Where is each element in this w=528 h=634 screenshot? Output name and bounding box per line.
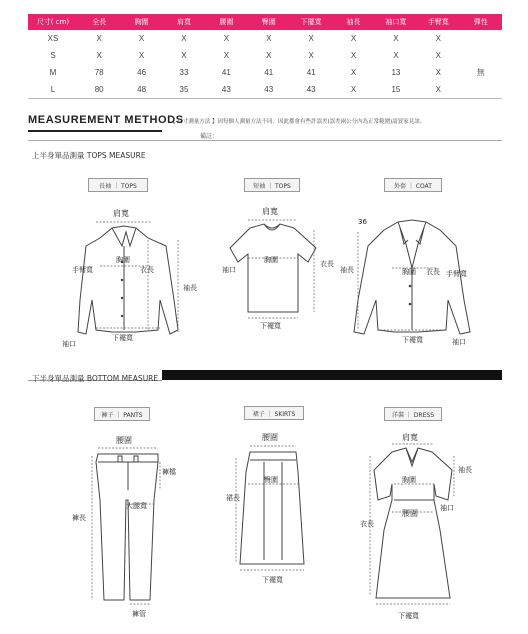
pants-waist-label: 腰圍	[116, 436, 132, 445]
pants-rise-label: 褲檔	[162, 468, 176, 476]
header-chest: 胸圍	[120, 14, 162, 30]
table-cell: X	[417, 81, 459, 98]
tag-long-sleeve: 長袖 ｜ TOPS	[88, 178, 148, 192]
skirt-hip-label: 臀圍	[264, 476, 278, 484]
table-cell: S	[50, 51, 56, 60]
long-sleeve-label: 袖長	[183, 284, 197, 292]
table-cell: X	[435, 68, 441, 77]
table-cell: X	[96, 34, 102, 43]
table-cell: X	[138, 34, 145, 43]
skirt-waist-label: 腰圍	[262, 433, 278, 442]
table-cell: X	[266, 34, 272, 43]
dress-shoulder-label: 肩寬	[402, 433, 418, 442]
table-cell: X	[308, 51, 314, 60]
dress-length-label: 衣長	[360, 520, 374, 528]
table-cell: X	[138, 51, 145, 60]
coat-arm-label: 手臂寬	[446, 270, 467, 278]
table-cell: 41	[221, 68, 231, 77]
long-cuff-label: 袖口	[62, 340, 76, 348]
table-cell: X	[393, 51, 399, 60]
table-cell: 48	[120, 81, 162, 98]
header-shoulder: 肩寬	[163, 14, 205, 30]
bottom-section-label: 下半身單品測量 BOTTOM MEASURE	[32, 374, 159, 383]
table-cell: 35	[163, 81, 205, 98]
table-cell: 15	[375, 81, 417, 98]
pants-illustration	[92, 448, 160, 604]
short-length-label: 衣長	[320, 260, 334, 268]
short-chest-label: 胸圍	[264, 256, 278, 264]
long-sleeve-shirt-illustration	[78, 222, 178, 334]
header-hem: 下擺寬	[290, 14, 332, 30]
table-cell: X	[308, 34, 314, 43]
coat-length-label: 衣長	[426, 268, 440, 276]
table-cell: X	[435, 34, 441, 43]
table-cell: 80	[78, 81, 120, 98]
skirt-length-label: 裙長	[226, 494, 240, 502]
pants-hem-label: 褲管	[132, 610, 146, 618]
long-hem-label: 下襬寬	[112, 334, 133, 342]
header-sleeve: 袖長	[332, 14, 374, 30]
table-cell: 13	[391, 68, 401, 77]
table-cell: X	[435, 51, 441, 60]
header-cuff: 袖口寬	[375, 14, 417, 30]
short-shoulder-label: 肩寬	[262, 207, 278, 216]
tag-short-sleeve: 短袖 ｜ TOPS	[244, 178, 300, 192]
tag-pants: 褲子 ｜ PANTS	[94, 407, 150, 421]
table-cell: X	[350, 51, 357, 60]
table-cell: X	[223, 34, 230, 43]
table-cell: X	[332, 81, 374, 98]
table-cell: 43	[248, 81, 290, 98]
dress-illustration	[370, 444, 454, 604]
measurement-note: 【 尺寸測量方法 】因每個人測量方法不同，因此都會有些許誤差(誤差兩公分內為正常範圍)請買家見諒。	[170, 119, 426, 125]
dress-sleeve-label: 袖長	[458, 466, 472, 474]
table-cell: X	[350, 68, 357, 77]
header-hip: 臀圍	[248, 14, 290, 30]
short-hem-label: 下襬寬	[260, 322, 281, 330]
table-cell: X	[393, 34, 399, 43]
table-cell: 43	[205, 81, 247, 98]
tag-skirts: 裙子 ｜ SKIRTS	[244, 406, 304, 420]
dress-waist-label: 腰圍	[402, 509, 418, 518]
table-cell: X	[96, 51, 102, 60]
coat-number: 36	[358, 218, 367, 226]
table-cell: M	[49, 68, 57, 77]
table-cell: X	[181, 34, 187, 43]
table-cell: 46	[137, 68, 147, 77]
table-cell: XS	[47, 34, 59, 43]
skirt-hem-label: 下襬寬	[262, 576, 283, 584]
coat-sleeve-label: 袖長	[340, 266, 354, 274]
dress-chest-label: 胸圍	[402, 476, 416, 484]
table-cell: X	[223, 51, 230, 60]
pants-length-label: 褲長	[72, 514, 86, 522]
dress-hem-label: 下襬寬	[398, 612, 419, 620]
measurement-remark: 備註：	[200, 133, 219, 140]
table-cell: 43	[290, 81, 332, 98]
table-cell: 41	[306, 68, 316, 77]
table-cell: 78	[94, 68, 104, 77]
coat-hem-label: 下襬寬	[402, 336, 423, 344]
short-sleeve-tee-illustration	[230, 220, 316, 318]
tag-dress: 洋裝 ｜ DRESS	[384, 407, 442, 421]
table-cell: X	[266, 51, 272, 60]
long-length-label: 衣長	[140, 266, 154, 274]
pants-thigh-label: 大腿寬	[126, 502, 147, 510]
tops-section-label: 上半身單品測量 TOPS MEASURE	[32, 151, 146, 160]
long-arm-label: 手臂寬	[72, 266, 93, 274]
table-cell: 41	[264, 68, 274, 77]
table-cell: 33	[179, 68, 189, 77]
dress-cuff-label: 袖口	[440, 504, 454, 512]
header-arm: 手臂寬	[417, 14, 459, 30]
table-cell: 無	[476, 68, 485, 77]
header-elastic: 彈性	[460, 14, 502, 30]
long-shoulder-label: 肩寬	[113, 209, 129, 218]
table-cell: X	[181, 51, 187, 60]
coat-chest-label: 胸圍	[402, 268, 416, 276]
table-cell: L	[28, 81, 78, 98]
header-length: 全長	[78, 14, 120, 30]
table-cell: X	[350, 34, 357, 43]
tag-coat: 外套 ｜ COAT	[384, 178, 442, 192]
coat-cuff-label: 袖口	[452, 338, 466, 346]
long-chest-label: 胸圍	[116, 256, 130, 264]
skirt-illustration	[236, 446, 304, 570]
header-size: 尺寸( cm)	[28, 14, 78, 30]
header-waist: 腰圍	[205, 14, 247, 30]
measurement-methods-title: MEASUREMENT METHODS	[28, 114, 184, 126]
short-cuff-label: 袖口	[222, 266, 236, 274]
